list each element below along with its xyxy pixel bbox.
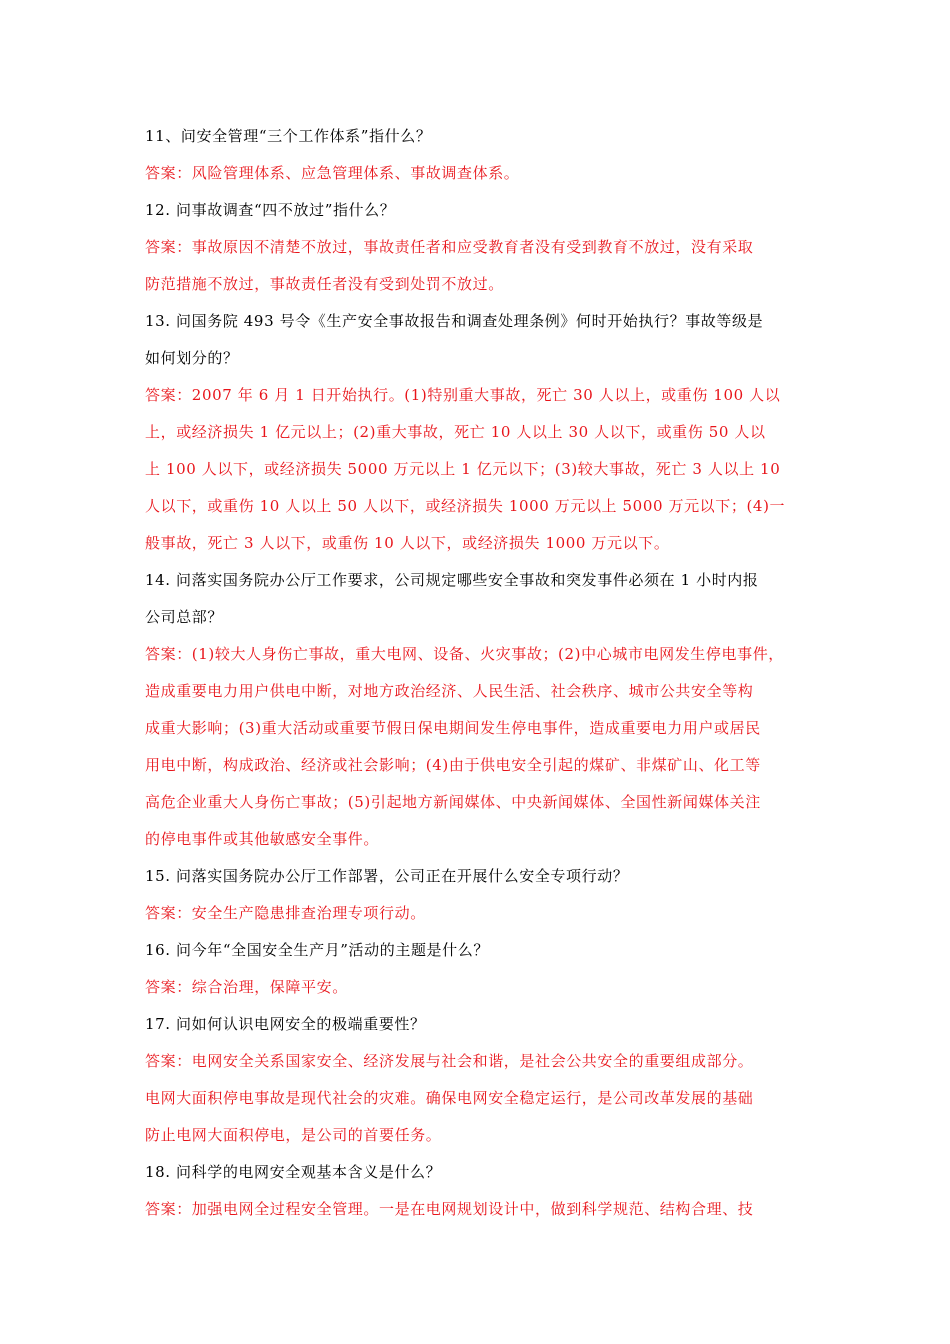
answer-12-line-1: 答案：事故原因不清楚不放过，事故责任者和应受教育者没有受到教育不放过，没有采取 bbox=[145, 238, 754, 256]
question-13-line-2: 如何划分的？ bbox=[145, 349, 239, 367]
answer-12-line-2: 防范措施不放过，事故责任者没有受到处罚不放过。 bbox=[145, 275, 504, 293]
answer-17-line-1: 答案：电网安全关系国家安全、经济发展与社会和谐，是社会公共安全的重要组成部分。 bbox=[145, 1052, 754, 1070]
answer-17-line-3: 防止电网大面积停电，是公司的首要任务。 bbox=[145, 1126, 442, 1144]
answer-11-line-1: 答案：风险管理体系、应急管理体系、事故调查体系。 bbox=[145, 164, 520, 182]
answer-15-line-1: 答案：安全生产隐患排查治理专项行动。 bbox=[145, 904, 426, 922]
question-16-line-1: 16. 问今年“全国安全生产月”活动的主题是什么？ bbox=[145, 941, 489, 959]
question-17-line-1: 17. 问如何认识电网安全的极端重要性？ bbox=[145, 1015, 426, 1033]
answer-14-line-5: 高危企业重大人身伤亡事故；(5)引起地方新闻媒体、中央新闻媒体、全国性新闻媒体关注 bbox=[145, 793, 761, 811]
answer-16-line-1: 答案：综合治理，保障平安。 bbox=[145, 978, 348, 996]
question-18-line-1: 18. 问科学的电网安全观基本含义是什么？ bbox=[145, 1163, 442, 1181]
answer-13-line-2: 上，或经济损失 1 亿元以上；(2)重大事故，死亡 10 人以上 30 人以下，或重伤 50 人以 bbox=[145, 423, 766, 441]
question-12-line-1: 12. 问事故调查“四不放过”指什么？ bbox=[145, 201, 396, 219]
answer-14-line-1: 答案：(1)较大人身伤亡事故，重大电网、设备、火灾事故；(2)中心城市电网发生停电事件， bbox=[145, 645, 784, 663]
question-15-line-1: 15. 问落实国务院办公厅工作部署，公司正在开展什么安全专项行动？ bbox=[145, 867, 629, 885]
answer-13-line-1: 答案：2007 年 6 月 1 日开始执行。(1)特别重大事故，死亡 30 人以上，或重伤 100 人以 bbox=[145, 386, 781, 404]
question-14-line-1: 14. 问落实国务院办公厅工作要求，公司规定哪些安全事故和突发事件必须在 1 小时内报 bbox=[145, 571, 759, 589]
answer-13-line-3: 上 100 人以下，或经济损失 5000 万元以上 1 亿元以下；(3)较大事故，死亡 3 人以上 10 bbox=[145, 460, 781, 478]
answer-14-line-4: 用电中断，构成政治、经济或社会影响；(4)由于供电安全引起的煤矿、非煤矿山、化工等 bbox=[145, 756, 761, 774]
answer-13-line-4: 人以下，或重伤 10 人以上 50 人以下，或经济损失 1000 万元以上 5000 万元以下；(4)一 bbox=[145, 497, 786, 515]
answer-14-line-6: 的停电事件或其他敏感安全事件。 bbox=[145, 830, 380, 848]
answer-14-line-2: 造成重要电力用户供电中断，对地方政治经济、人民生活、社会秩序、城市公共安全等构 bbox=[145, 682, 754, 700]
answer-14-line-3: 成重大影响；(3)重大活动或重要节假日保电期间发生停电事件，造成重要电力用户或居民 bbox=[145, 719, 761, 737]
question-14-line-2: 公司总部？ bbox=[145, 608, 224, 626]
answer-18-line-1: 答案：加强电网全过程安全管理。一是在电网规划设计中，做到科学规范、结构合理、技 bbox=[145, 1200, 754, 1218]
question-11-line-1: 11、问安全管理“三个工作体系”指什么？ bbox=[145, 127, 432, 145]
qa-content bbox=[145, 118, 817, 1228]
answer-13-line-5: 般事故，死亡 3 人以下，或重伤 10 人以下，或经济损失 1000 万元以下。 bbox=[145, 534, 670, 552]
answer-17-line-2: 电网大面积停电事故是现代社会的灾难。确保电网安全稳定运行，是公司改革发展的基础 bbox=[145, 1089, 754, 1107]
question-13-line-1: 13. 问国务院 493 号令《生产安全事故报告和调查处理条例》何时开始执行？事故等级是 bbox=[145, 312, 764, 330]
